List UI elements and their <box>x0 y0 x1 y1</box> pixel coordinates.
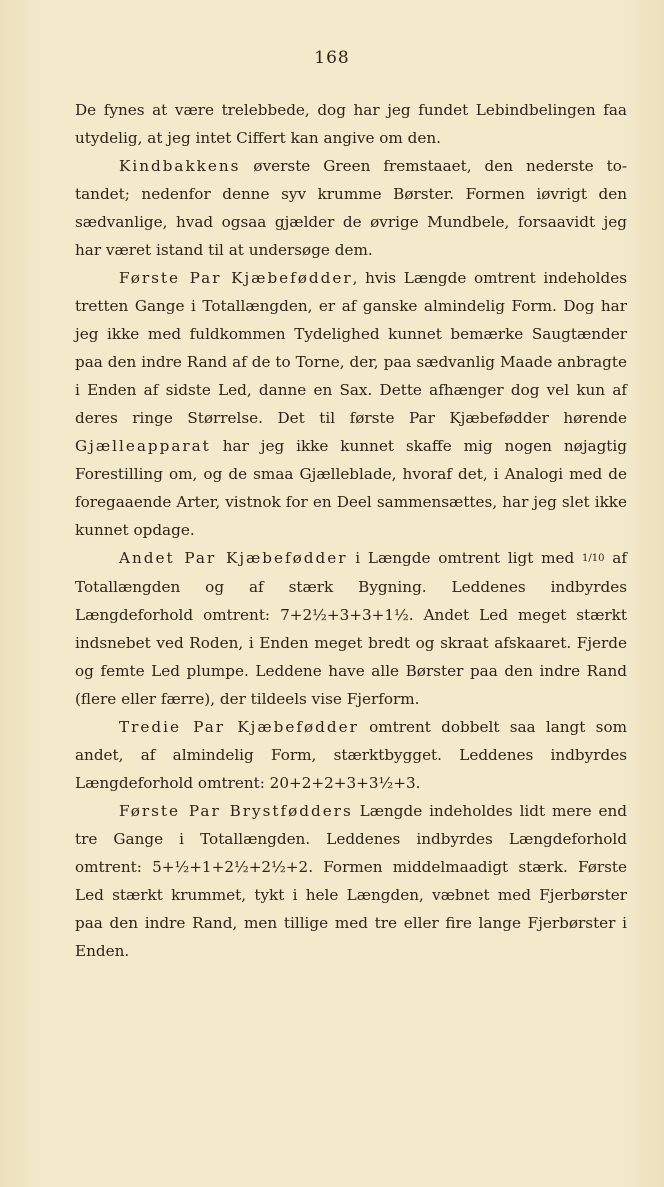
spaced-term: Gjælleapparat <box>75 437 211 455</box>
paragraph <box>75 96 627 152</box>
text-run: , hvis Længde omtrent indeholdes tretten Gange i Totallængden, er af ganske almindelig Form. Dog har jeg ikke med fuldkommen Tydelighed kunnet bemærke Saugtænder paa den indre Rand af de to Torne, der, paa sædvanlig Maade anbragte i Enden af sidste Led, danne en Sax. Dette afhænger dog vel kun af deres ringe Størrelse. Det til første Par Kjæbefødder hørende <box>75 269 627 427</box>
text-run: øverste Green fremstaaet, den nederste to-tandet; nedenfor denne syv krumme Børster. Formen iøvrigt den sædvanlige, hvad ogsaa gjælder de øvrige Mundbele, forsaavidt jeg har været istand til at undersøge dem. <box>75 157 627 259</box>
spaced-term: Første Par Brystfødders <box>119 802 353 820</box>
text-run: af Totallængden og af stærk Bygning. Leddenes indbyrdes Længdeforhold omtrent: 7+2½+3+3+1½. Andet Led meget stærkt indsnebet ved Roden, i Enden meget bredt og skraat afskaaret. Fjerde og femte Led plumpe. Leddene have alle Børster paa den indre Rand (flere eller færre), der tildeels vise Fjerform. <box>75 549 627 708</box>
paragraph <box>75 544 627 713</box>
spaced-term: Første Par Kjæbefødder <box>119 269 353 287</box>
text-run: De fynes at være trelebbede, dog har jeg fundet Lebindbelingen faa utydelig, at jeg intet Ciffert kan angive om den. <box>75 101 627 147</box>
body-text <box>75 96 627 965</box>
spaced-term: Andet Par Kjæbefødder <box>119 549 348 567</box>
spaced-term: Kindbakkens <box>119 157 241 175</box>
paragraph <box>75 713 627 797</box>
paragraph <box>75 264 627 544</box>
spaced-term: Tredie Par Kjæbefødder <box>119 718 359 736</box>
fraction: 1/10 <box>582 553 605 564</box>
text-run: i Længde omtrent ligt med <box>347 549 583 567</box>
paragraph <box>75 152 627 264</box>
paragraph <box>75 797 627 965</box>
text-run: har jeg ikke kunnet skaffe mig nogen nøjagtig Forestilling om, og de smaa Gjælleblade, hvoraf det, i Analogi med de foregaaende Arter, vistnok for en Deel sammensættes, har jeg slet ikke kunnet opdage. <box>75 437 627 539</box>
text-run: omtrent dobbelt saa langt som andet, af almindelig Form, stærktbygget. Leddenes indbyrdes Længdeforhold omtrent: 20+2+2+3+3½+3. <box>75 718 627 792</box>
page-number: 168 <box>314 48 350 68</box>
text-run: Længde indeholdes lidt mere end tre Gange i Totallængden. Leddenes indbyrdes Længdeforhold omtrent: 5+½+1+2½+2½+2. Formen middelmaadigt stærk. Første Led stærkt krummet, tykt i hele Længden, væbnet med Fjerbørster paa den indre Rand, men tillige med tre eller fire lange Fjerbørster i Enden. <box>75 802 627 960</box>
